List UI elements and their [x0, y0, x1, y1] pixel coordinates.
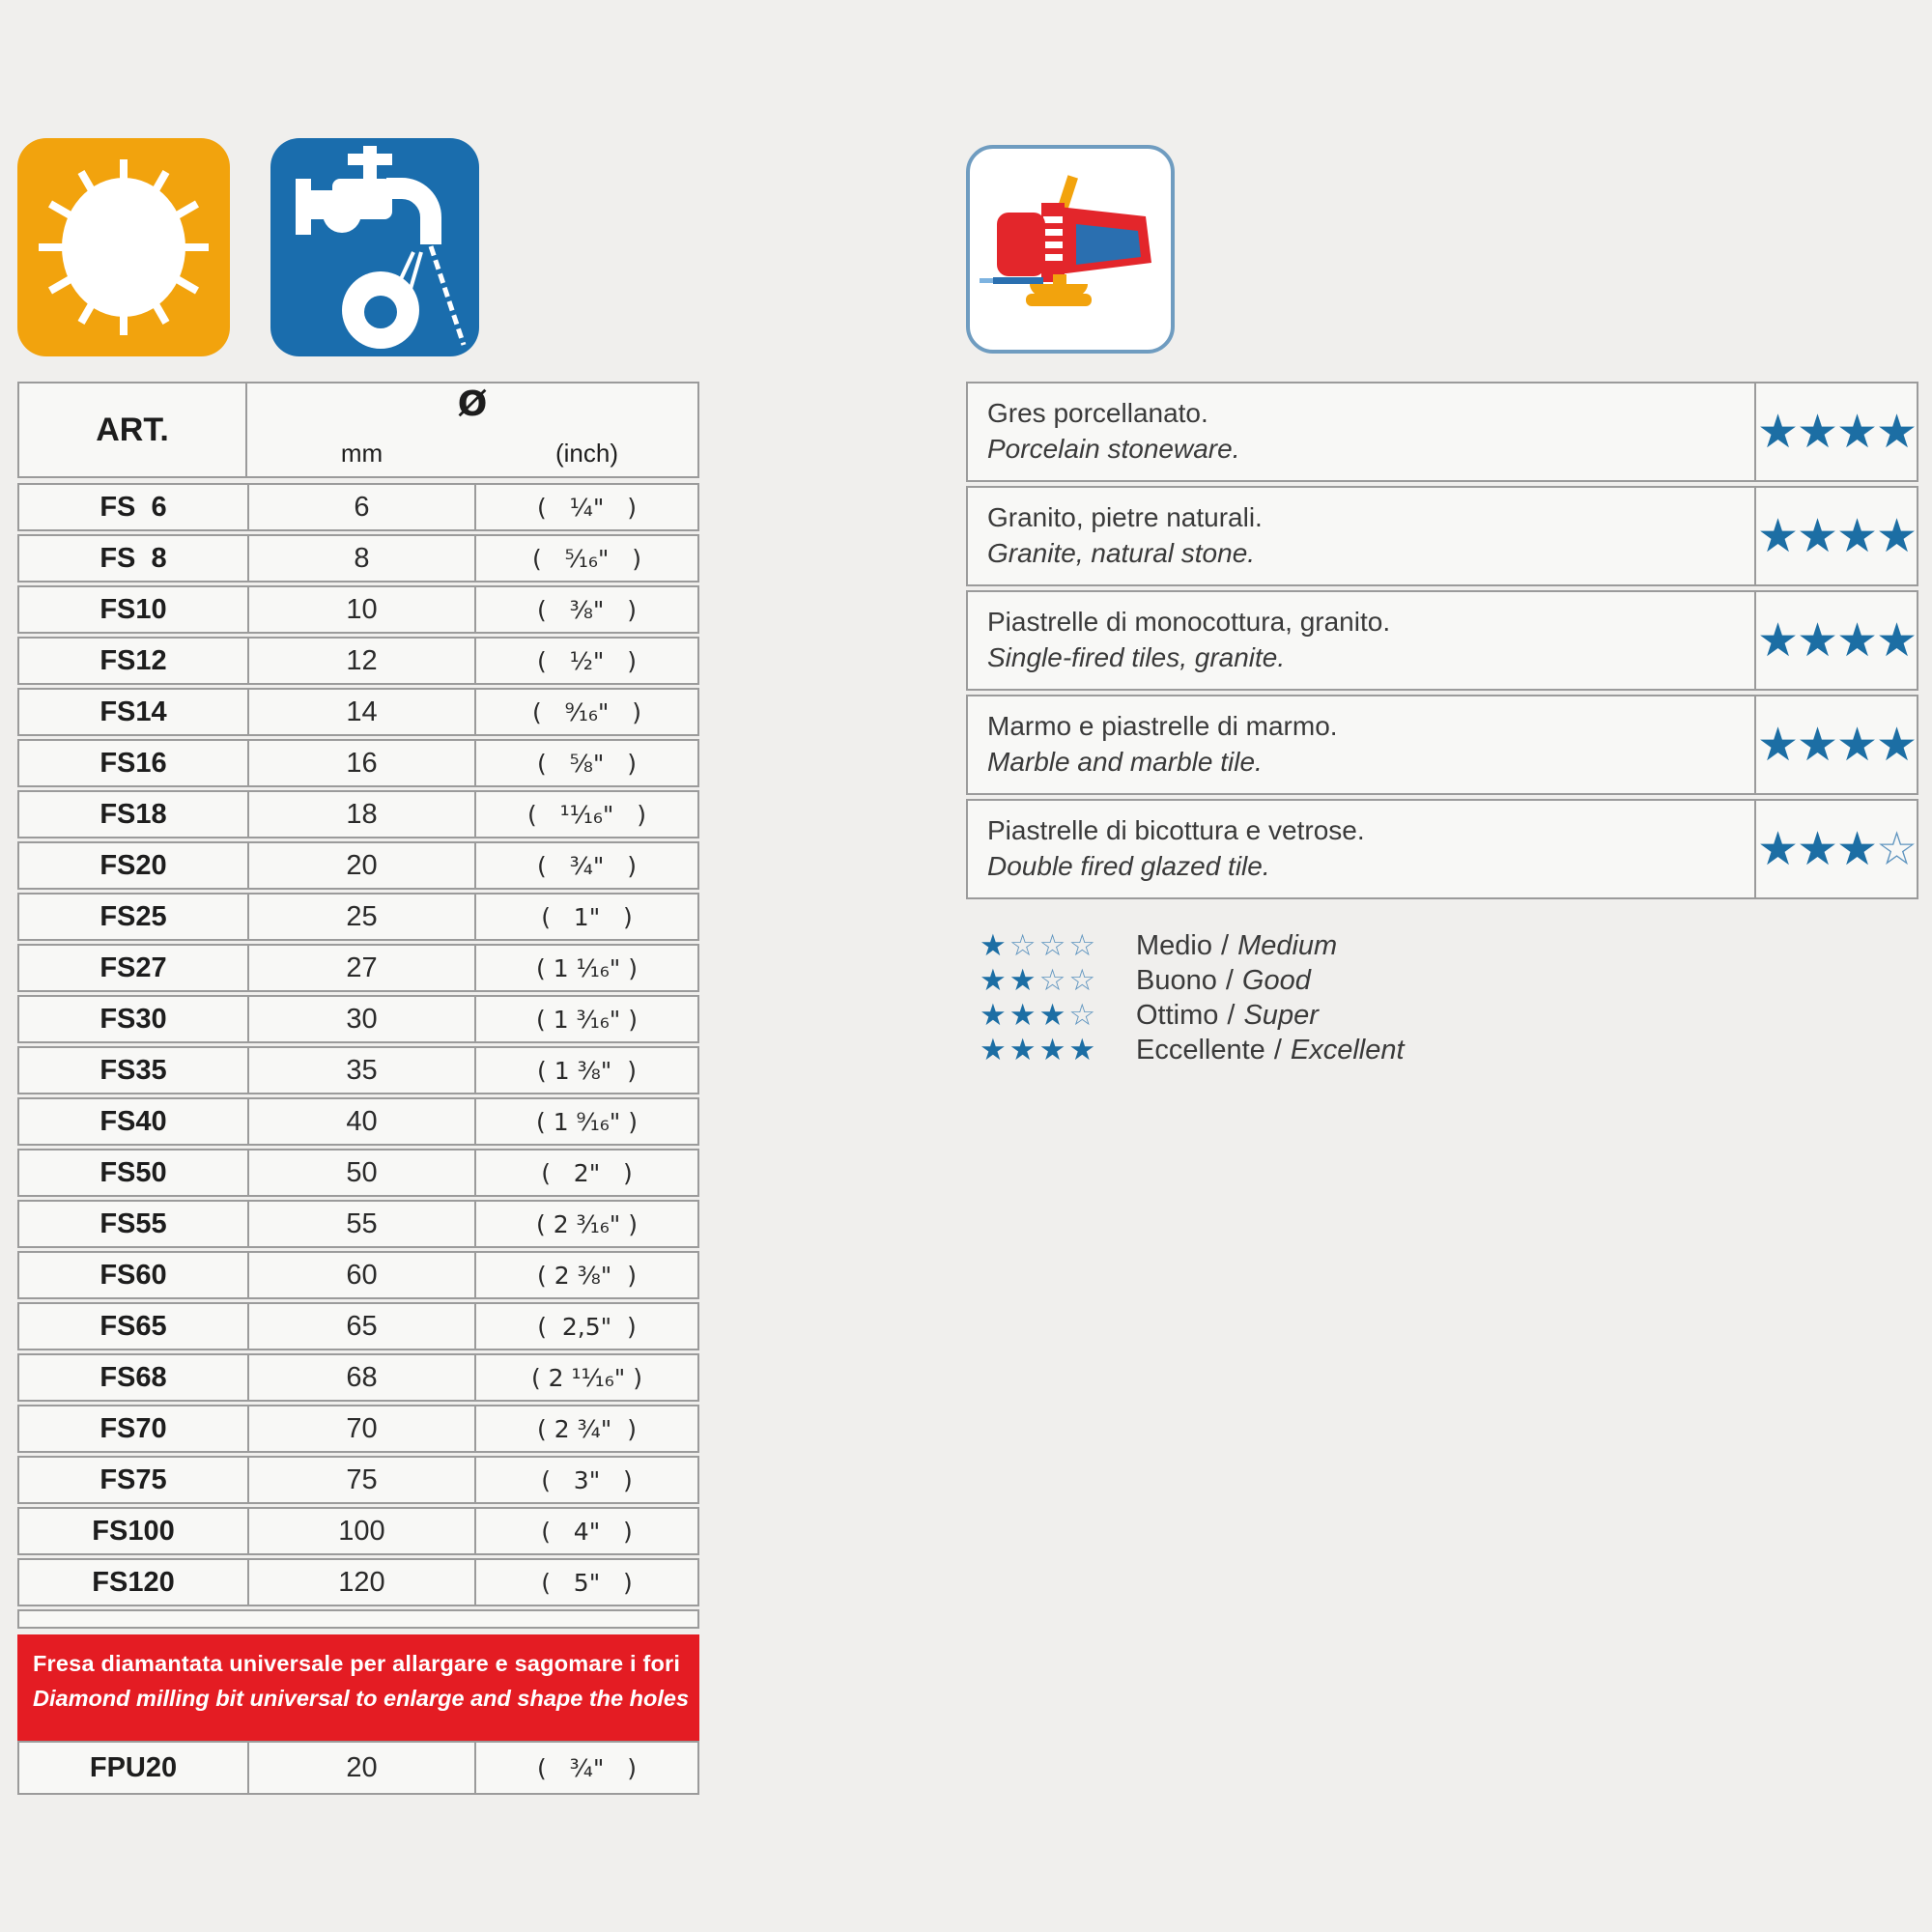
empty-stars-icon: ☆ — [1068, 998, 1099, 1033]
article-code: FS16 — [99, 747, 167, 779]
diameter-mm: 75 — [247, 1458, 476, 1502]
rating-row — [966, 695, 1918, 795]
legend-item — [980, 998, 1405, 1033]
size-row — [17, 1353, 699, 1402]
diameter-mm: 30 — [247, 997, 476, 1041]
legend-label-english: Excellent — [1290, 1034, 1405, 1065]
material-name — [968, 592, 1754, 689]
article-code: FPU20 — [89, 1751, 178, 1783]
empty-stars-icon: ☆☆ — [1038, 963, 1099, 998]
material-name-italian: Piastrelle di monocottura, granito. — [987, 607, 1391, 637]
filled-stars-icon: ★★★★ — [1756, 613, 1917, 668]
material-name-english: Double fired glazed tile. — [987, 851, 1270, 881]
diameter-mm: 60 — [247, 1253, 476, 1297]
size-row — [17, 637, 699, 685]
material-name-english: Porcelain stoneware. — [987, 434, 1240, 464]
diameter-inch: ( 1 ¹⁄₁₆" ) — [536, 953, 638, 982]
size-row — [17, 1405, 699, 1453]
material-name — [968, 488, 1754, 584]
size-row — [17, 1558, 699, 1606]
article-code: FS75 — [99, 1463, 167, 1495]
filled-stars-icon: ★★ — [980, 963, 1039, 998]
size-row — [17, 1097, 699, 1146]
legend-items — [980, 928, 1405, 1067]
article-code: FS 6 — [99, 491, 167, 523]
legend-label — [1136, 1035, 1405, 1066]
diameter-inch: ( ³⁄₄" ) — [537, 851, 637, 880]
legend-label — [1136, 965, 1311, 997]
banner-line-italian: Fresa diamantata universale per allargare e sagomare i fori — [33, 1651, 681, 1676]
diameter-inch: ( ¹⁄₄" ) — [537, 493, 637, 522]
diameter-mm: 70 — [247, 1406, 476, 1451]
diameter-mm: 12 — [247, 639, 476, 683]
filled-stars-icon: ★★★ — [1756, 822, 1877, 876]
article-code: FS65 — [99, 1310, 167, 1342]
diameter-mm: 20 — [247, 1743, 476, 1793]
diameter-mm: 25 — [247, 895, 476, 939]
universal-bit-banner — [17, 1634, 699, 1741]
art-column-header: ART. — [19, 384, 247, 476]
material-name-italian: Gres porcellanato. — [987, 398, 1208, 428]
article-code: FS20 — [99, 849, 167, 881]
legend-label — [1136, 930, 1337, 962]
size-row — [17, 944, 699, 992]
empty-stars-icon: ☆ — [1876, 822, 1917, 876]
diameter-mm: 10 — [247, 587, 476, 632]
diameter-mm: 50 — [247, 1151, 476, 1195]
size-table-header — [17, 382, 699, 478]
diameter-mm: 68 — [247, 1355, 476, 1400]
spacer-row — [17, 1609, 699, 1629]
filled-stars-icon: ★★★★ — [1756, 718, 1917, 772]
diameter-mm: 18 — [247, 792, 476, 837]
legend-item — [980, 963, 1405, 998]
legend-separator: / — [1225, 964, 1234, 996]
size-table — [17, 382, 699, 1798]
diameter-mm: 27 — [247, 946, 476, 990]
diameter-inch: ( ⁵⁄₁₆" ) — [532, 544, 641, 573]
diameter-inch: ( ³⁄₄" ) — [537, 1753, 637, 1782]
legend-stars-icon — [980, 963, 1122, 998]
size-row — [17, 790, 699, 838]
filled-stars-icon: ★★★ — [980, 998, 1069, 1033]
article-code: FS30 — [99, 1003, 167, 1035]
diameter-inch: ( ⁹⁄₁₆" ) — [532, 697, 641, 726]
rating-row — [966, 799, 1918, 899]
diameter-inch: ( 2" ) — [541, 1158, 633, 1187]
article-code: FS27 — [99, 952, 167, 983]
article-code: FS120 — [92, 1566, 175, 1598]
rating-legend — [980, 928, 1405, 1067]
material-name-italian: Piastrelle di bicottura e vetrose. — [987, 815, 1365, 845]
size-row — [17, 483, 699, 531]
article-code: FS50 — [99, 1156, 167, 1188]
diameter-symbol: Ø — [457, 384, 488, 424]
diameter-inch: ( 5" ) — [541, 1568, 633, 1597]
rating-row — [966, 486, 1918, 586]
size-row — [17, 1507, 699, 1555]
size-row — [17, 1251, 699, 1299]
star-rating — [1754, 696, 1917, 793]
diameter-inch: ( 1" ) — [541, 902, 633, 931]
star-rating — [1754, 801, 1917, 897]
legend-separator: / — [1273, 1034, 1282, 1065]
article-code: FS70 — [99, 1412, 167, 1444]
diameter-inch: ( ³⁄₈" ) — [537, 595, 637, 624]
article-code: FS10 — [99, 593, 167, 625]
material-name-english: Marble and marble tile. — [987, 747, 1263, 777]
size-row — [17, 995, 699, 1043]
size-row — [17, 841, 699, 890]
article-code: FS 8 — [99, 542, 167, 574]
diameter-inch: ( 2 ¹¹⁄₁₆" ) — [530, 1363, 642, 1392]
rating-row — [966, 382, 1918, 482]
diameter-mm: 16 — [247, 741, 476, 785]
diameter-inch: ( 1 ⁹⁄₁₆" ) — [536, 1107, 638, 1136]
diameter-inch: ( 3" ) — [541, 1465, 633, 1494]
diameter-mm: 120 — [247, 1560, 476, 1605]
legend-label-english: Good — [1241, 964, 1311, 996]
article-code: FS40 — [99, 1105, 167, 1137]
star-rating — [1754, 384, 1917, 480]
size-row — [17, 1046, 699, 1094]
legend-stars-icon — [980, 928, 1122, 963]
diameter-inch: ( 1 ³⁄₁₆" ) — [536, 1005, 638, 1034]
filled-stars-icon: ★★★★ — [1756, 405, 1917, 459]
size-row — [17, 1456, 699, 1504]
article-code: FS12 — [99, 644, 167, 676]
diameter-mm: 6 — [247, 485, 476, 529]
article-code: FS14 — [99, 696, 167, 727]
legend-label-italian: Eccellente — [1136, 1034, 1265, 1065]
legend-label — [1136, 1000, 1319, 1032]
legend-label-english: Super — [1243, 999, 1319, 1031]
diameter-mm: 100 — [247, 1509, 476, 1553]
legend-label-italian: Buono — [1136, 964, 1217, 996]
material-name — [968, 384, 1754, 480]
size-row — [17, 1149, 699, 1197]
legend-stars-icon — [980, 998, 1122, 1033]
mm-column-header: mm — [340, 439, 384, 468]
material-name — [968, 801, 1754, 897]
filled-stars-icon: ★ — [980, 928, 1009, 963]
size-rows — [17, 483, 699, 1606]
size-row — [17, 739, 699, 787]
size-row — [17, 585, 699, 634]
material-name — [968, 696, 1754, 793]
legend-item — [980, 1033, 1405, 1067]
star-rating — [1754, 488, 1917, 584]
material-name-english: Granite, natural stone. — [987, 538, 1256, 568]
size-row — [17, 1200, 699, 1248]
diameter-inch: ( 4" ) — [541, 1517, 633, 1546]
material-name-italian: Granito, pietre naturali. — [987, 502, 1263, 532]
article-code: FS35 — [99, 1054, 167, 1086]
diameter-inch: ( ⁵⁄₈" ) — [537, 749, 637, 778]
rating-row — [966, 590, 1918, 691]
diameter-inch: ( ¹⁄₂" ) — [537, 646, 637, 675]
size-row — [17, 688, 699, 736]
legend-label-italian: Medio — [1136, 929, 1212, 961]
article-code: FS68 — [99, 1361, 167, 1393]
legend-separator: / — [1227, 999, 1236, 1031]
water-cooling-icon-glyph — [270, 138, 479, 356]
material-ratings-table — [966, 382, 1918, 903]
legend-item — [980, 928, 1405, 963]
sun-icon-glyph — [17, 138, 230, 356]
material-name-italian: Marmo e piastrelle di marmo. — [987, 711, 1338, 741]
article-code: FS55 — [99, 1208, 167, 1239]
diameter-inch: ( 2,5" ) — [537, 1312, 637, 1341]
banner-line-english: Diamond milling bit universal to enlarge and shape the holes — [33, 1686, 690, 1711]
diameter-mm: 8 — [247, 536, 476, 581]
inch-column-header: (inch) — [554, 439, 618, 468]
diameter-inch: ( 1 ³⁄₈" ) — [537, 1056, 637, 1085]
article-code: FS25 — [99, 900, 167, 932]
diameter-mm: 40 — [247, 1099, 476, 1144]
diameter-mm: 14 — [247, 690, 476, 734]
legend-stars-icon — [980, 1033, 1122, 1067]
angle-grinder-icon-glyph — [970, 149, 1171, 350]
empty-stars-icon: ☆☆☆ — [1009, 928, 1099, 963]
article-code: FS100 — [92, 1515, 175, 1547]
diameter-inch: ( 2 ³⁄₁₆" ) — [536, 1209, 638, 1238]
size-row-fpu20 — [17, 1741, 699, 1795]
diameter-mm: 55 — [247, 1202, 476, 1246]
diameter-mm: 65 — [247, 1304, 476, 1349]
sun-icon — [17, 138, 230, 356]
diameter-column-header — [247, 384, 697, 476]
diameter-inch: ( 2 ³⁄₈" ) — [537, 1261, 637, 1290]
filled-stars-icon: ★★★★ — [980, 1033, 1099, 1067]
diameter-inch: ( ¹¹⁄₁₆" ) — [527, 800, 646, 829]
size-row — [17, 1302, 699, 1350]
water-cooling-icon — [270, 138, 479, 356]
diameter-mm: 20 — [247, 843, 476, 888]
size-row — [17, 534, 699, 582]
diameter-mm: 35 — [247, 1048, 476, 1093]
filled-stars-icon: ★★★★ — [1756, 509, 1917, 563]
article-code: FS60 — [99, 1259, 167, 1291]
legend-label-english: Medium — [1237, 929, 1338, 961]
star-rating — [1754, 592, 1917, 689]
legend-separator: / — [1221, 929, 1230, 961]
size-row — [17, 893, 699, 941]
legend-label-italian: Ottimo — [1136, 999, 1219, 1031]
angle-grinder-icon — [966, 145, 1175, 354]
material-name-english: Single-fired tiles, granite. — [987, 642, 1286, 672]
rating-rows — [966, 382, 1918, 899]
diameter-inch: ( 2 ³⁄₄" ) — [537, 1414, 637, 1443]
article-code: FS18 — [99, 798, 167, 830]
